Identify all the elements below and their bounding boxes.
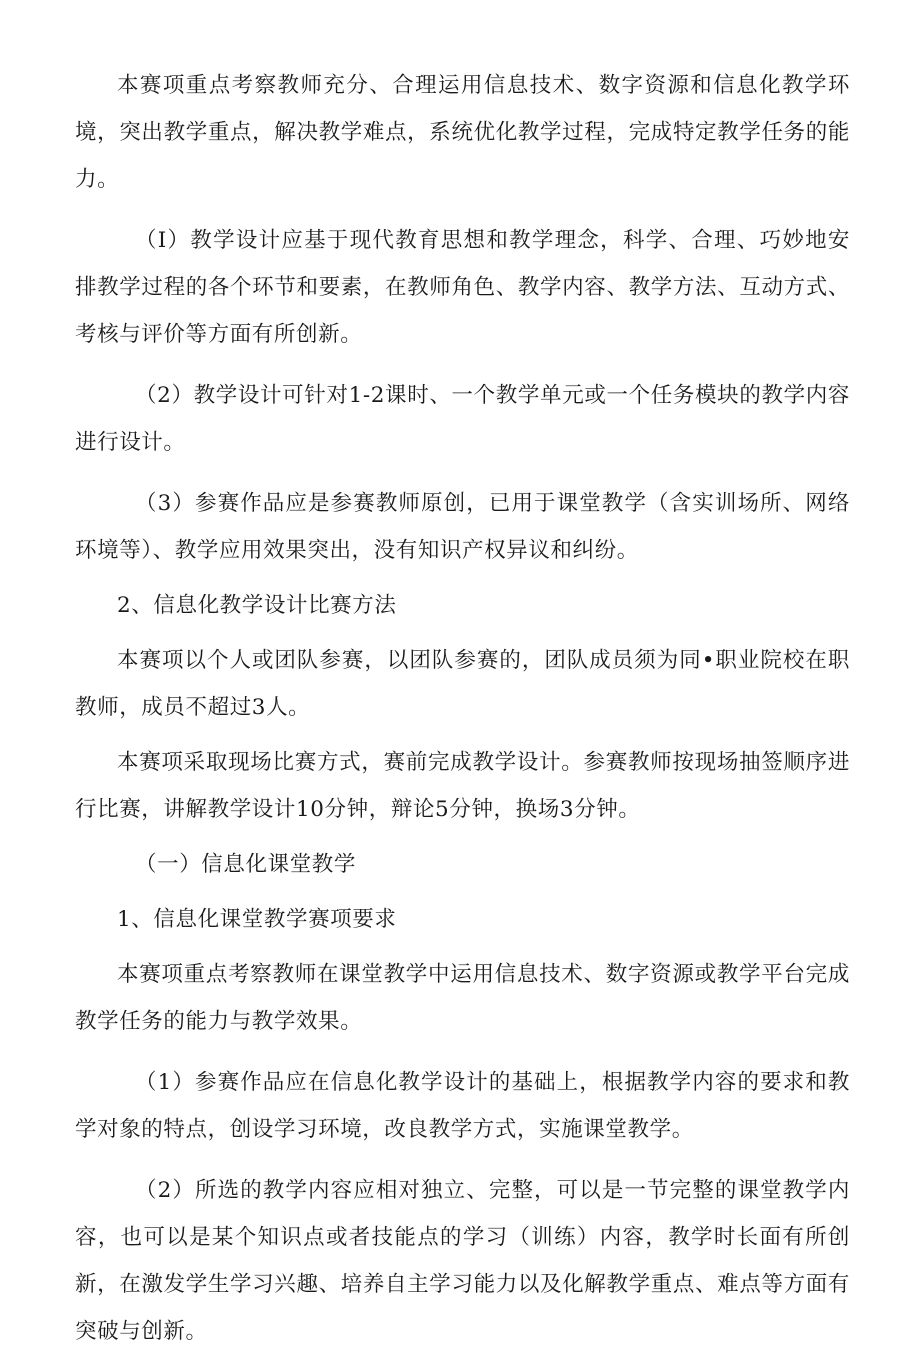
paragraph-item-3: （3）参赛作品应是参赛教师原创，已用于课堂教学（含实训场所、网络环境等）、教学应用效果突出，没有知识产权异议和纠纷。 [75,491,850,563]
paragraph-classroom-item-1: （1）参赛作品应在信息化教学设计的基础上，根据教学内容的要求和教学对象的特点，创设学习环境，改良教学方式，实施课堂教学。 [75,1070,850,1142]
paragraph-item-2: （2）教学设计可针对1-2课时、一个教学单元或一个任务模块的教学内容进行设计。 [75,383,850,455]
paragraph-classroom-focus: 本赛项重点考察教师在课堂教学中运用信息技术、数字资源或教学平台完成教学任务的能力与教学效果。 [75,962,850,1034]
section-heading-requirements: 1、信息化课堂教学赛项要求 [117,907,397,932]
paragraph-item-1: （I）教学设计应基于现代教育思想和教学理念，科学、合理、巧妙地安排教学过程的各个环节和要素，在教师角色、教学内容、教学方法、互动方式、考核与评价等方面有所创新。 [75,228,850,347]
paragraph-classroom-item-2: （2）所选的教学内容应相对独立、完整，可以是一节完整的课堂教学内容，也可以是某个知识点或者技能点的学习（训练）内容，教学时长面有所创新，在激发学生学习兴趣、培养自主学习能力以及化解教学重点、难点等方面有突破与创新。 [75,1178,850,1344]
section-heading-classroom-teaching: （一）信息化课堂教学 [135,852,357,877]
paragraph-competition-format: 本赛项采取现场比赛方式，赛前完成教学设计。参赛教师按现场抽签顺序进行比赛，讲解教学设计10分钟，辩论5分钟，换场3分钟。 [75,750,850,822]
paragraph-assessment-focus: 本赛项重点考察教师充分、合理运用信息技术、数字资源和信息化教学环境，突出教学重点，解决教学难点，系统优化教学过程，完成特定教学任务的能力。 [75,73,850,192]
section-heading-competition-method: 2、信息化教学设计比赛方法 [117,593,397,618]
paragraph-team-rules: 本赛项以个人或团队参赛，以团队参赛的，团队成员须为同•职业院校在职教师，成员不超过3人。 [75,648,850,720]
